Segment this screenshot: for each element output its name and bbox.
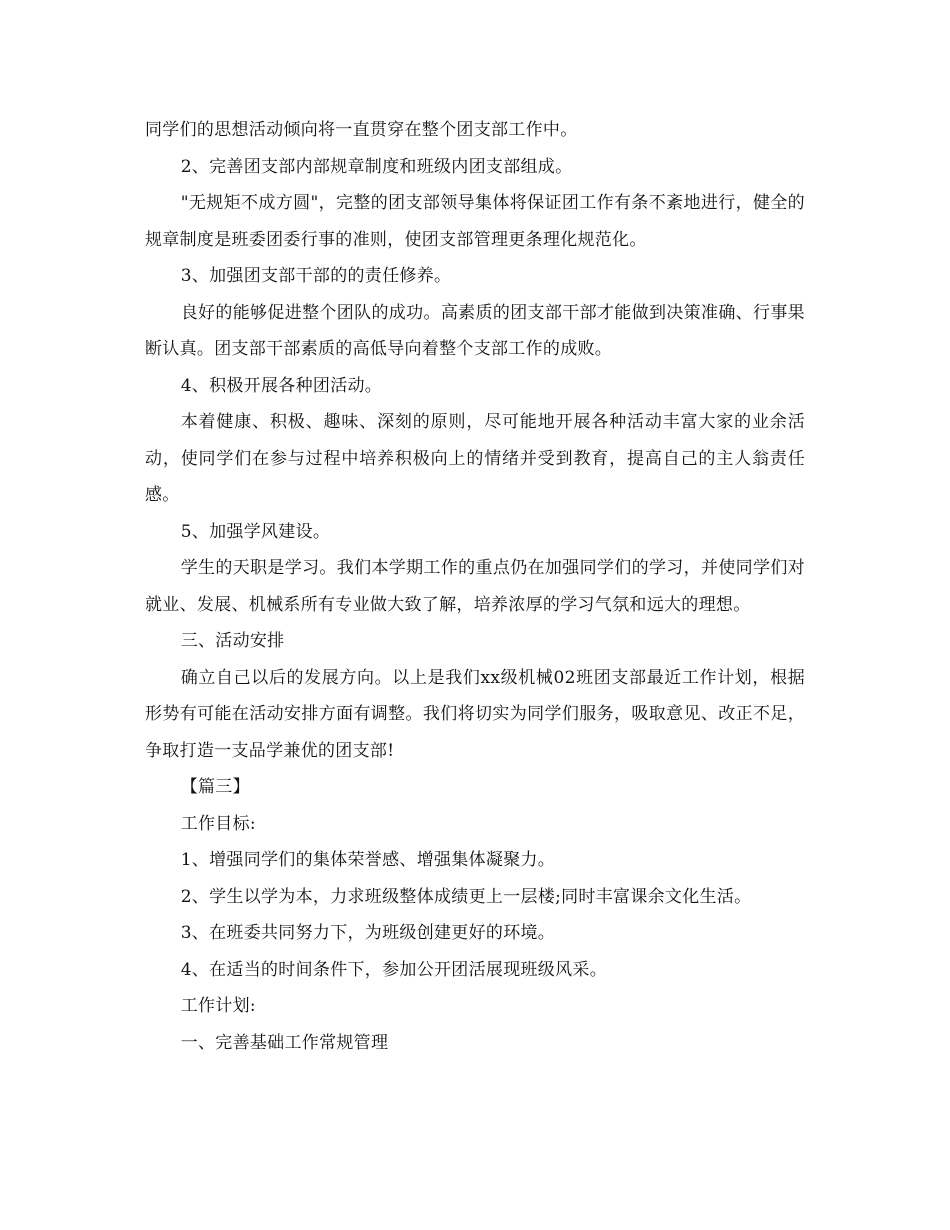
goal-item-4: 4、在适当的时间条件下，参加公开团活展现班级风采。	[180, 959, 608, 980]
paragraph-11: 确立自己以后的发展方向。以上是我们xx级机械02班团支部最近工作计划，根据形势有可能在活动安排方面有调整。我们将切实为同学们服务，吸取意见、改正不足，争取打造一支品学兼优的团支部!	[145, 667, 805, 761]
goal-item-2: 2、学生以学为本，力求班级整体成绩更上一层楼;同时丰富课余文化生活。	[180, 886, 752, 907]
paragraph-5: 良好的能够促进整个团队的成功。高素质的团支部干部才能做到决策准确、行事果断认真。团支部干部素质的高低导向着整个支部工作的成败。	[145, 302, 805, 359]
goal-item-1: 1、增强同学们的集体荣誉感、增强集体凝聚力。	[180, 850, 556, 870]
paragraph-9: 学生的天职是学习。我们本学期工作的重点仍在加强同学们的学习，并使同学们对就业、发展、机械系所有专业做大致了解，培养浓厚的学习气氛和远大的理想。	[145, 558, 805, 615]
paragraph-8: 5、加强学风建设。	[180, 521, 331, 542]
subheading-work-goals: 工作目标:	[180, 813, 256, 834]
paragraph-3: "无规矩不成方圆"，完整的团支部领导集体将保证团工作有条不紊地进行，健全的规章制度是班委团委行事的准则，使团支部管理更条理化规范化。	[145, 193, 805, 250]
paragraph-2: 2、完善团支部内部规章制度和班级内团支部组成。	[180, 156, 573, 177]
plan-item-1: 一、完善基础工作常规管理	[180, 1032, 389, 1053]
paragraph-4: 3、加强团支部干部的的责任修养。	[180, 266, 452, 286]
paragraph-6: 4、积极开展各种团活动。	[180, 375, 383, 396]
goal-item-3: 3、在班委共同努力下，为班级创建更好的环境。	[180, 923, 556, 943]
paragraph-1: 同学们的思想活动倾向将一直贯穿在整个团支部工作中。	[145, 120, 578, 140]
chapter-heading-part-three: 【篇三】	[180, 777, 250, 797]
paragraph-7: 本着健康、积极、趣味、深刻的原则，尽可能地开展各种活动丰富大家的业余活动，使同学们在参与过程中培养积极向上的情绪并受到教育，提高自己的主人翁责任感。	[145, 412, 805, 505]
document-body	[145, 112, 805, 1061]
subheading-work-plan: 工作计划:	[180, 996, 256, 1016]
section-heading-activities: 三、活动安排	[180, 631, 285, 651]
